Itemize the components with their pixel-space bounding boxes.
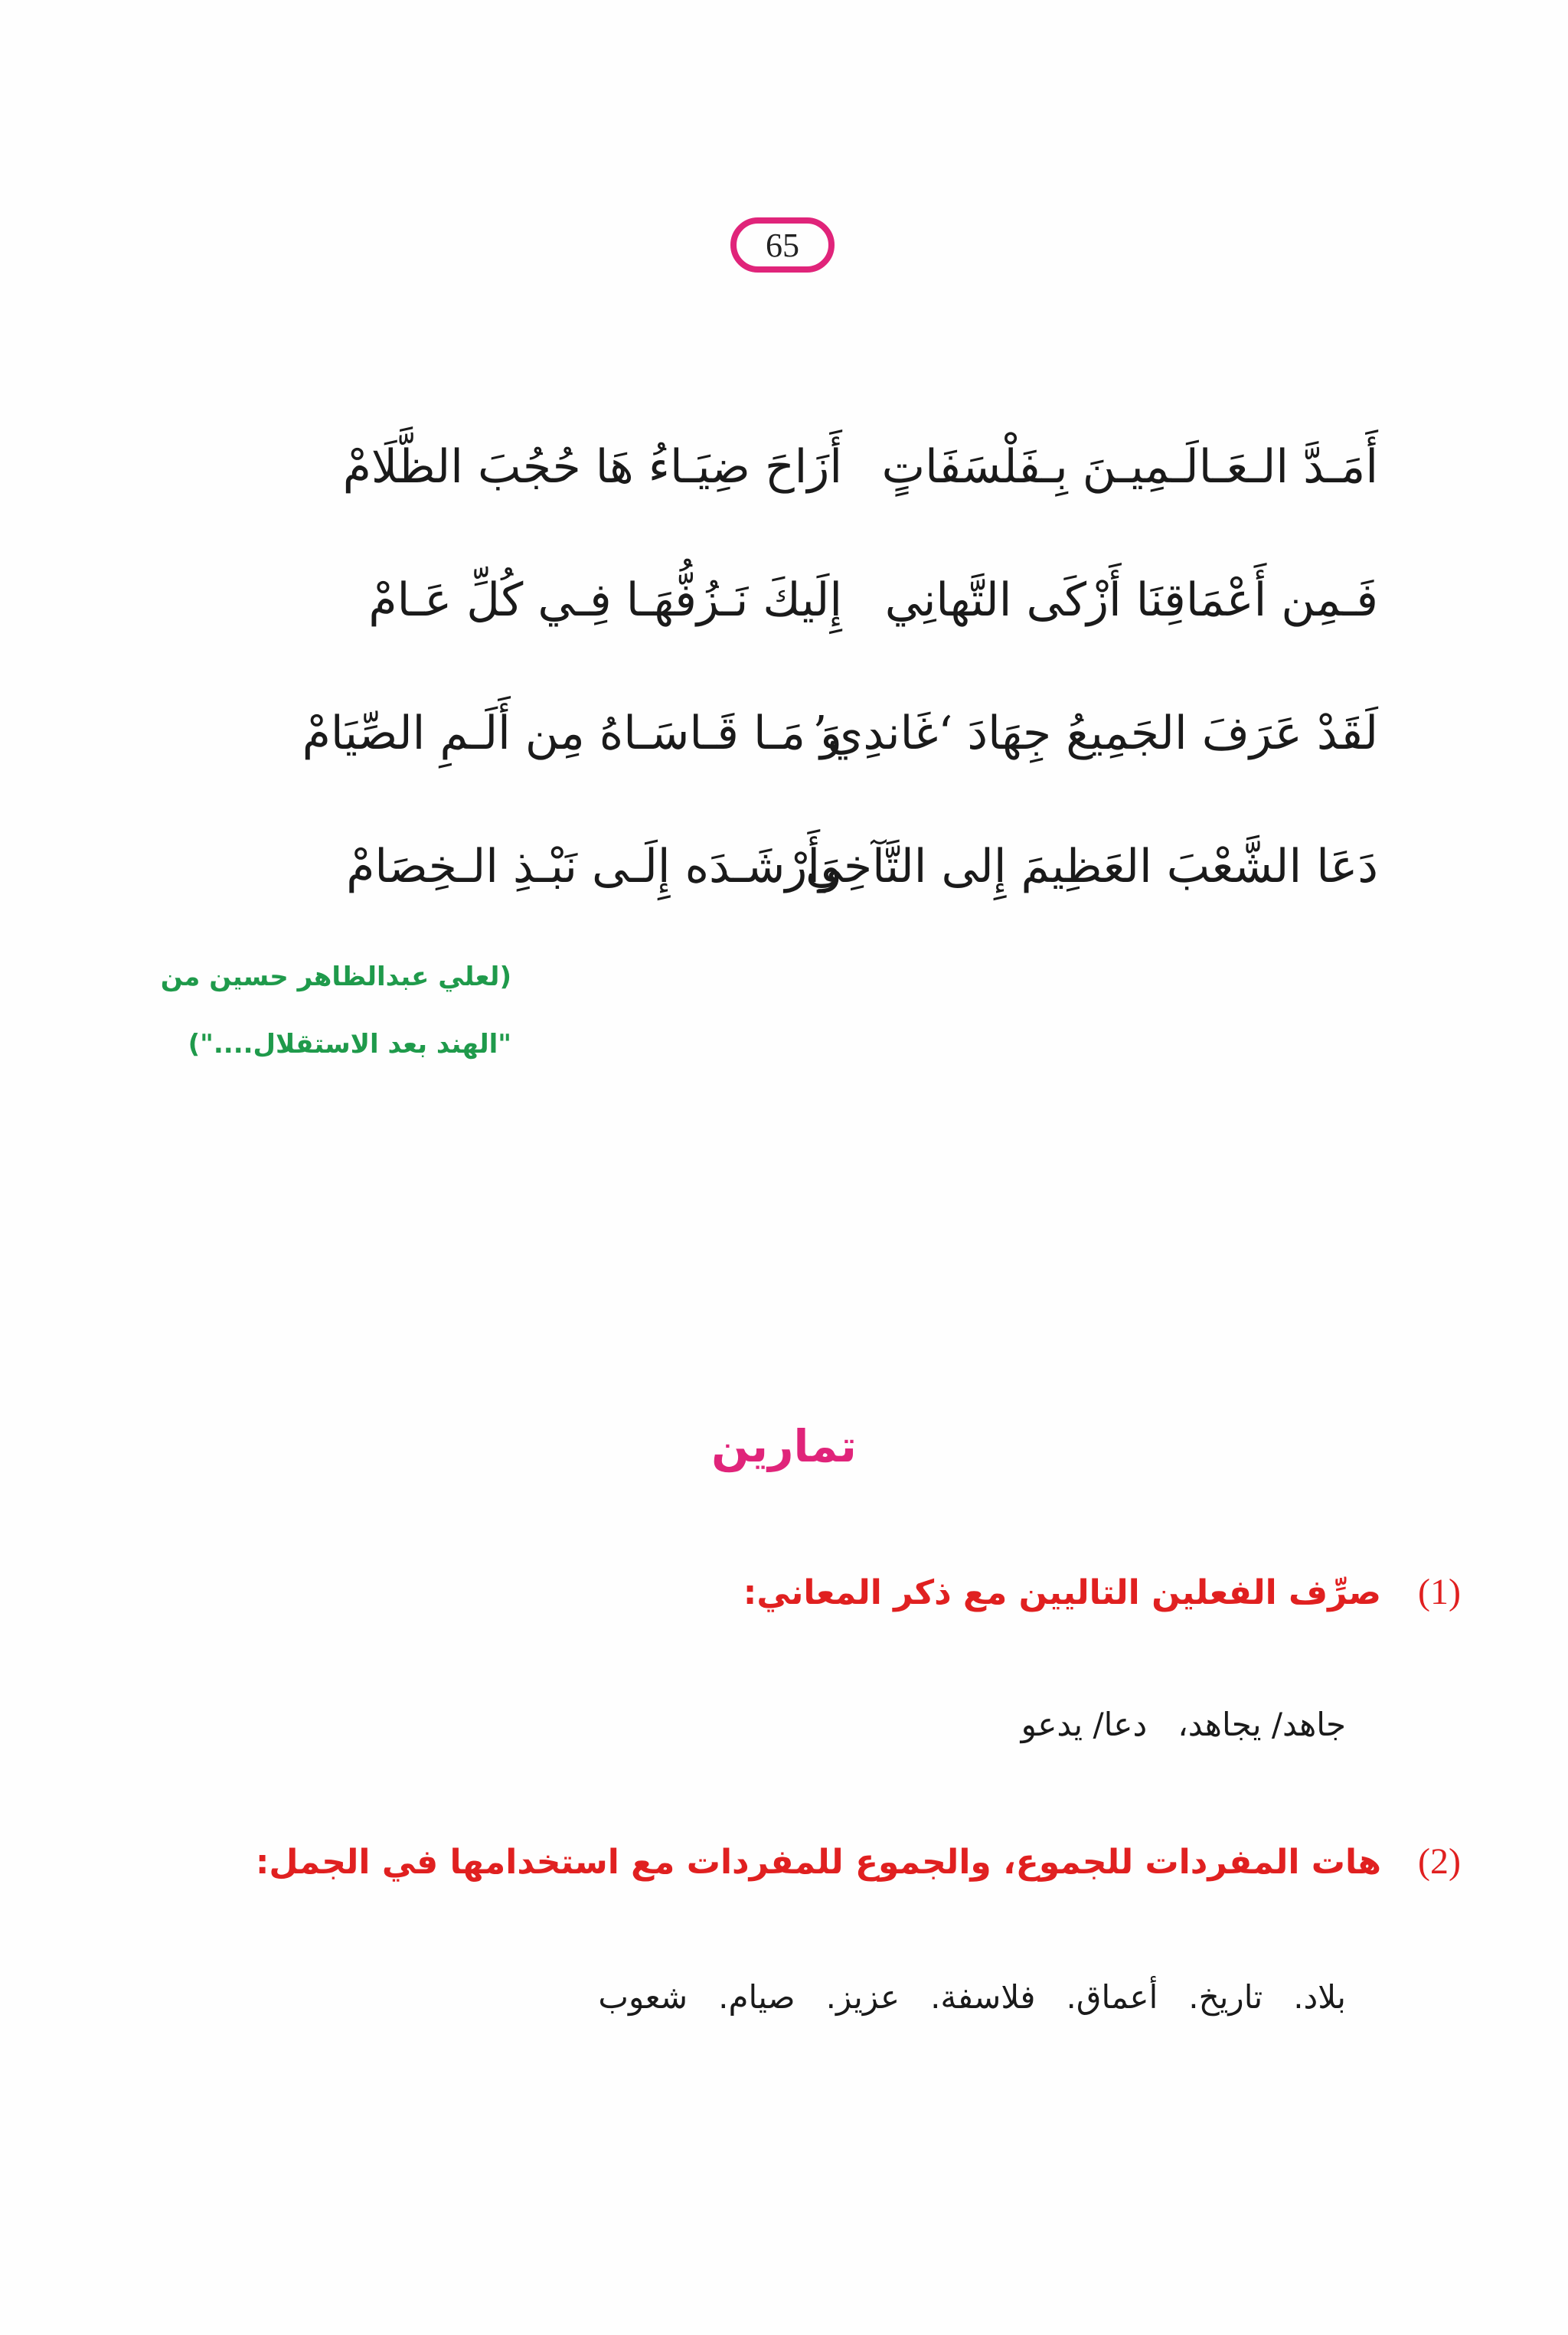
- exercise-item: جاهد/ يجاهد،: [1178, 1706, 1346, 1743]
- exercise-item: صيام.: [718, 1978, 795, 2016]
- poem-verse: [214, 429, 1378, 562]
- poem-hemistich-first: لَقَدْ عَرَفَ الجَمِيعُ جِهَادَ ‘غَاندِي’: [812, 707, 1378, 760]
- exercise-text: صرِّف الفعلين التاليين مع ذكر المعاني:: [743, 1573, 1382, 1612]
- attribution-line: (لعلي عبدالظاهر حسين من: [160, 962, 511, 992]
- exercise-item: عزيز.: [825, 1978, 900, 2016]
- page-number: 65: [730, 217, 835, 273]
- exercise-items: [567, 1978, 1346, 2016]
- poem-hemistich-second: وَأَرْشَـدَه إِلَـى نَبْـذِ الـخِصَامْ: [346, 840, 842, 893]
- section-title: تمارين: [711, 1420, 857, 1472]
- poem-hemistich-second: أَزَاحَ ضِيَـاءُ هَا حُجُبَ الظَّلَامْ: [342, 440, 842, 494]
- poem: [214, 429, 1378, 962]
- poem-hemistich-first: فَـمِن أَعْمَاقِنَا أَزْكَى التَّهانِي: [884, 573, 1378, 627]
- exercise-prompt: [743, 1571, 1461, 1613]
- exercise-number: (1): [1418, 1572, 1461, 1612]
- poem-hemistich-second: وَ مَـا قَـاسَـاهُ مِن أَلَـمِ الصِّيَامْ: [302, 707, 842, 760]
- exercise-item: دعا/ يدعو: [1021, 1706, 1148, 1743]
- poem-hemistich-first: دَعَا الشَّعْبَ العَظِيمَ إِلى التَّآخِي: [805, 840, 1378, 893]
- poem-verse: [214, 695, 1378, 828]
- exercise-prompt: [256, 1840, 1461, 1883]
- poem-hemistich-first: أَمَـدَّ الـعَـالَـمِيـنَ بِـفَلْسَفَاتٍ: [881, 440, 1378, 494]
- exercise-item: بلاد.: [1293, 1978, 1346, 2016]
- poem-attribution: [161, 943, 511, 1078]
- attribution-line: "الهند بعد الاستقلال...."): [188, 1029, 511, 1060]
- poem-hemistich-second: إِلَيكَ نَـزُفُّهَـا فِـي كُلِّ عَـامْ: [368, 573, 842, 627]
- exercise-item: فلاسفة.: [930, 1978, 1036, 2016]
- exercise-text: هات المفردات للجموع، والجموع للمفردات مع استخدامها في الجمل:: [255, 1843, 1382, 1882]
- exercise-items: [991, 1706, 1346, 1743]
- poem-verse: [214, 562, 1378, 695]
- poem-verse: [214, 828, 1378, 962]
- exercise-number: (2): [1418, 1841, 1461, 1882]
- exercise-item: تاريخ.: [1188, 1978, 1263, 2016]
- exercise-item: أعماق.: [1066, 1978, 1158, 2016]
- exercise-item: شعوب: [598, 1978, 688, 2016]
